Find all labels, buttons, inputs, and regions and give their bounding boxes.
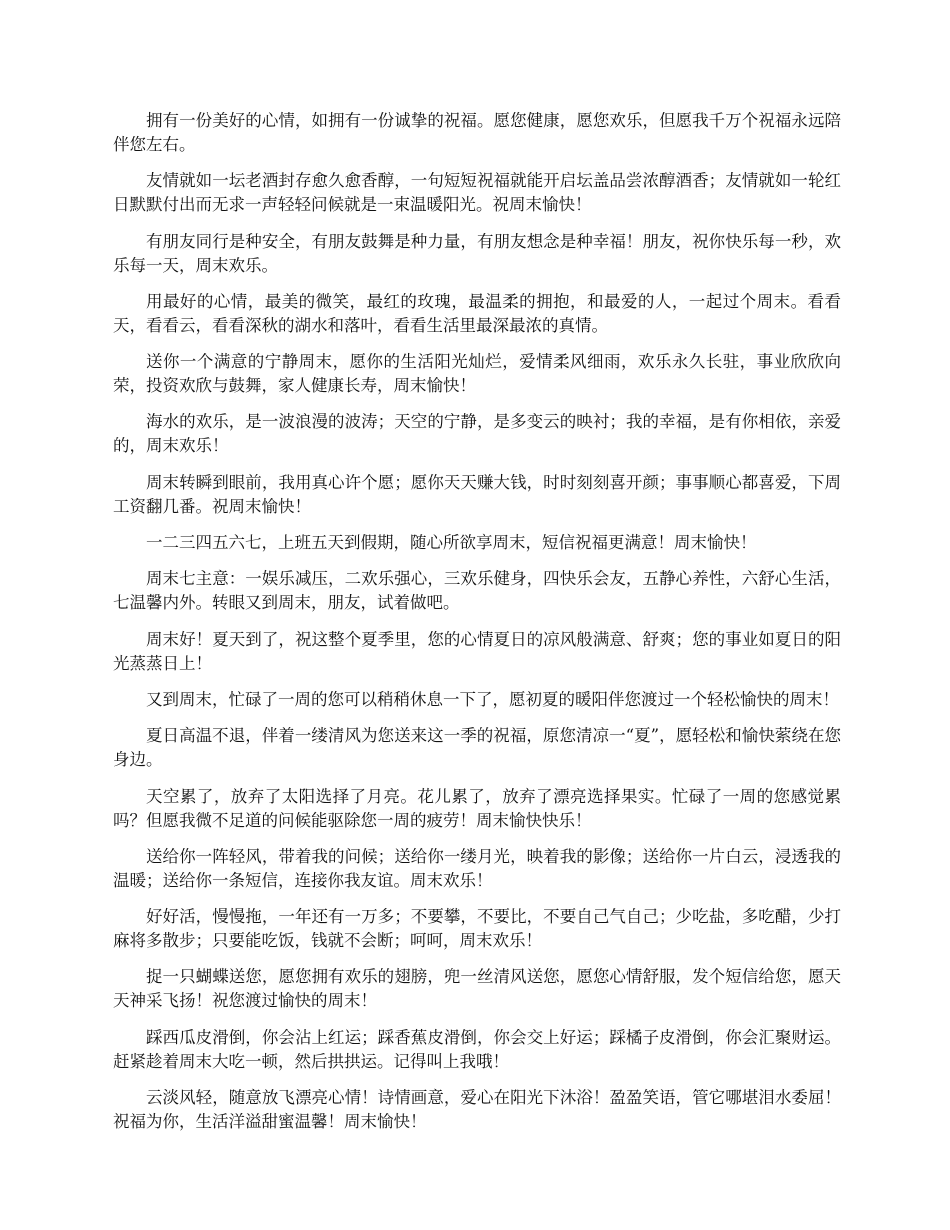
paragraph: 友情就如一坛老酒封存愈久愈香醇，一句短短祝福就能开启坛盖品尝浓醇酒香；友情就如一轮红日默默付出而无求一声轻轻问候就是一束温暖阳光。祝周末愉快！	[113, 171, 841, 215]
paragraph: 有朋友同行是种安全，有朋友鼓舞是种力量，有朋友想念是种幸福！朋友，祝你快乐每一秒，欢乐每一天，周末欢乐。	[113, 231, 841, 275]
paragraph: 周末七主意：一娱乐减压，二欢乐强心，三欢乐健身，四快乐会友，五静心养性，六舒心生活，七温馨内外。转眼又到周末，朋友，试着做吧。	[113, 569, 841, 613]
paragraph: 踩西瓜皮滑倒，你会沾上红运；踩香蕉皮滑倒，你会交上好运；踩橘子皮滑倒，你会汇聚财运。赶紧趁着周末大吃一顿，然后拱拱运。记得叫上我哦！	[113, 1027, 841, 1071]
paragraph: 天空累了，放弃了太阳选择了月亮。花儿累了，放弃了漂亮选择果实。忙碌了一周的您感觉累吗？但愿我微不足道的问候能驱除您一周的疲劳！周末愉快快乐！	[113, 786, 841, 830]
paragraph: 捉一只蝴蝶送您，愿您拥有欢乐的翅膀，兜一丝清风送您，愿您心情舒服，发个短信给您，愿天天神采飞扬！祝您渡过愉快的周末！	[113, 967, 841, 1011]
paragraph: 海水的欢乐，是一波浪漫的波涛；天空的宁静，是多变云的映衬；我的幸福，是有你相依，亲爱的，周末欢乐！	[113, 412, 841, 456]
paragraph: 拥有一份美好的心情，如拥有一份诚挚的祝福。愿您健康，愿您欢乐，但愿我千万个祝福永远陪伴您左右。	[113, 111, 841, 154]
paragraph: 送你一个满意的宁静周末，愿你的生活阳光灿烂，爱情柔风细雨，欢乐永久长驻，事业欣欣向荣，投资欢欣与鼓舞，家人健康长寿，周末愉快！	[113, 352, 841, 396]
paragraph: 周末转瞬到眼前，我用真心许个愿；愿你天天赚大钱，时时刻刻喜开颜；事事顺心都喜爱，下周工资翻几番。祝周末愉快！	[113, 472, 841, 516]
paragraph: 云淡风轻，随意放飞漂亮心情！诗情画意，爱心在阳光下沐浴！盈盈笑语，管它哪堪泪水委屈！祝福为你，生活洋溢甜蜜温馨！周末愉快！	[113, 1088, 841, 1132]
paragraph: 用最好的心情，最美的微笑，最红的玫瑰，最温柔的拥抱，和最爱的人，一起过个周末。看看天，看看云，看看深秋的湖水和落叶，看看生活里最深最浓的真情。	[113, 291, 841, 335]
paragraph: 周末好！夏天到了，祝这整个夏季里，您的心情夏日的凉风般满意、舒爽；您的事业如夏日的阳光蒸蒸日上！	[113, 629, 841, 673]
paragraph: 一二三四五六七，上班五天到假期，随心所欲享周末，短信祝福更满意！周末愉快！	[146, 533, 757, 553]
paragraph: 送给你一阵轻风，带着我的问候；送给你一缕月光，映着我的影像；送给你一片白云，浸透我的温暖；送给你一条短信，连接你我友谊。周末欢乐！	[113, 846, 841, 890]
document-page	[113, 109, 841, 1146]
paragraph: 好好活，慢慢拖，一年还有一万多；不要攀，不要比，不要自己气自己；少吃盐，多吃醋，少打麻将多散步；只要能吃饭，钱就不会断；呵呵，周末欢乐！	[113, 907, 841, 951]
paragraph: 又到周末，忙碌了一周的您可以稍稍休息一下了，愿初夏的暖阳伴您渡过一个轻松愉快的周末！	[146, 689, 839, 709]
paragraph: 夏日高温不退，伴着一缕清风为您送来这一季的祝福，原您清凉一“夏”，愿轻松和愉快萦绕在您身边。	[113, 726, 841, 770]
